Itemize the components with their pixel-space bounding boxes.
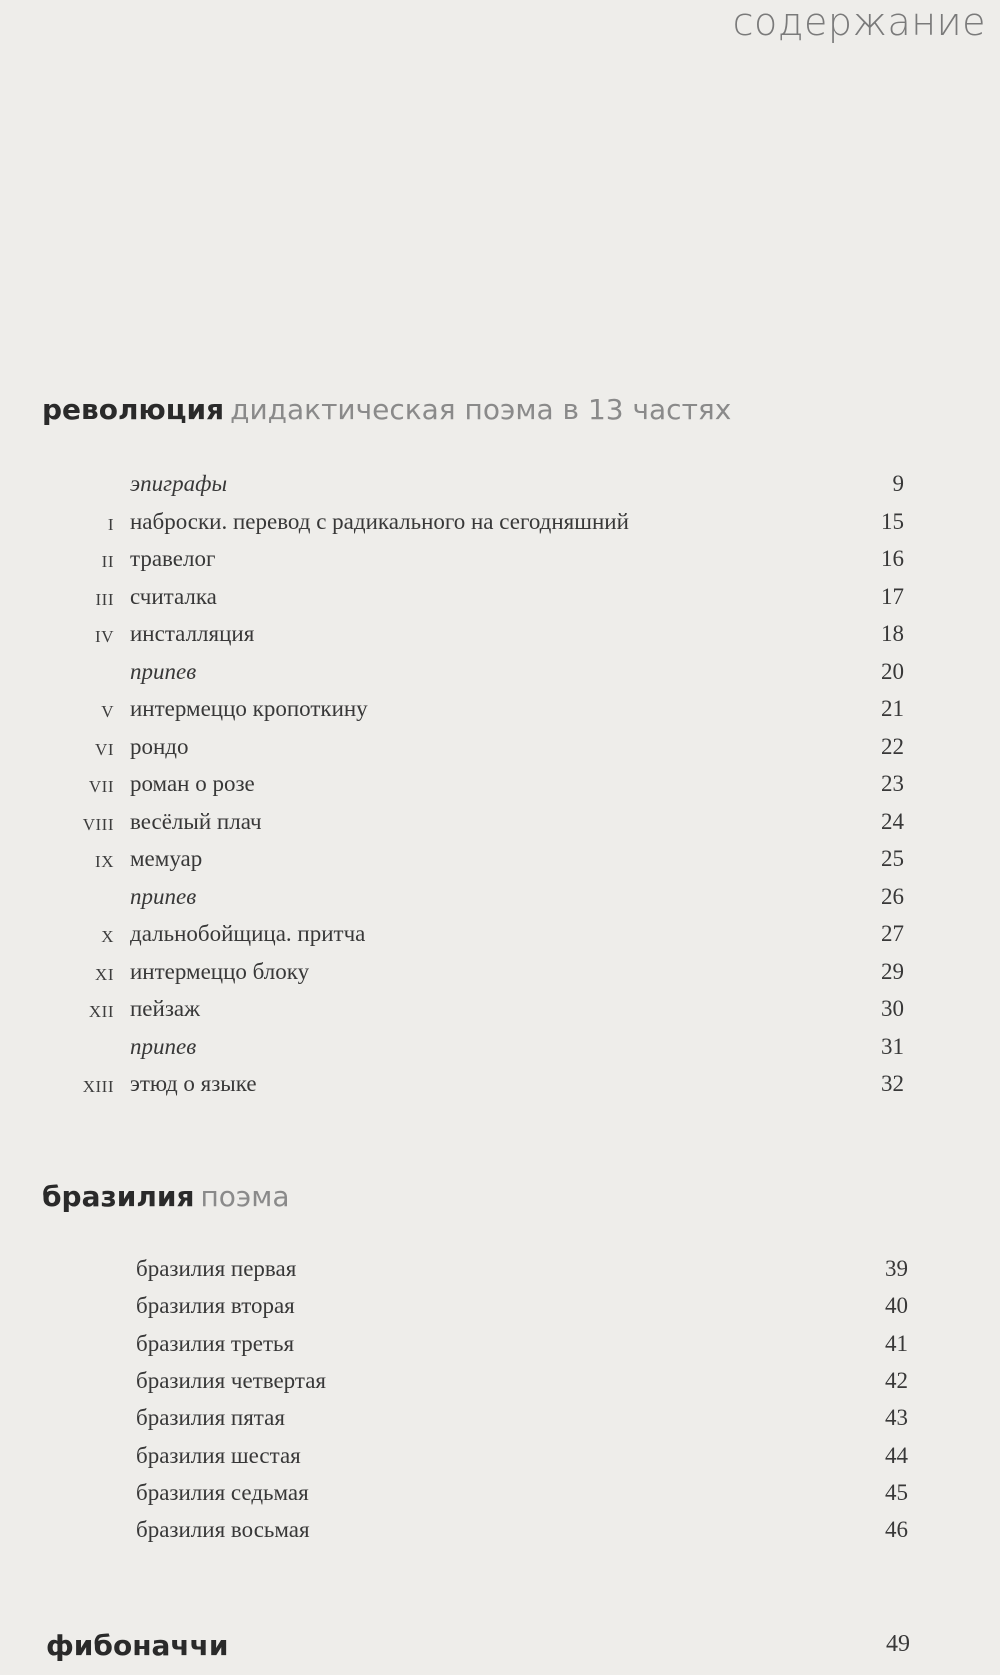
toc-entry[interactable] bbox=[0, 921, 1000, 957]
toc-entry[interactable] bbox=[0, 1480, 1000, 1516]
entry-title: считалка bbox=[130, 583, 217, 609]
entry-page-number: 29 bbox=[881, 958, 904, 984]
entry-roman-numeral: V bbox=[101, 702, 114, 721]
toc-entry-fibonacci[interactable] bbox=[0, 1629, 1000, 1669]
toc-entry[interactable] bbox=[0, 1368, 1000, 1404]
entry-page-number: 27 bbox=[881, 921, 904, 946]
entry-title: пейзаж bbox=[130, 996, 201, 1021]
entry-roman-numeral: XIII bbox=[82, 1077, 114, 1096]
section-title-revolution bbox=[42, 393, 731, 426]
entry-roman-numeral: III bbox=[95, 589, 114, 609]
entry-page-number: 46 bbox=[885, 1517, 908, 1543]
entry-roman-numeral: XII bbox=[88, 1002, 114, 1021]
entry-page-number: 32 bbox=[881, 1071, 904, 1096]
entry-page-number: 45 bbox=[885, 1479, 908, 1505]
toc-entry[interactable] bbox=[0, 1034, 1000, 1070]
entry-title: дальнобойщица. притча bbox=[130, 921, 366, 946]
entry-title: интермеццо кропоткину bbox=[130, 696, 368, 721]
entry-title: этюд о языке bbox=[130, 1071, 257, 1096]
entry-page-number: 49 bbox=[886, 1631, 910, 1657]
entry-title: бразилия вторая bbox=[136, 1293, 295, 1319]
toc-entry[interactable] bbox=[0, 659, 1000, 695]
entry-title: припев bbox=[130, 1033, 197, 1059]
entry-roman-numeral: VIII bbox=[82, 814, 114, 834]
entry-title: бразилия третья bbox=[136, 1330, 295, 1356]
toc-entry[interactable] bbox=[0, 1256, 1000, 1292]
entry-page-number: 42 bbox=[885, 1367, 908, 1393]
entry-page-number: 23 bbox=[881, 771, 904, 796]
entry-roman-numeral: II bbox=[101, 552, 114, 571]
entry-roman-numeral: XI bbox=[95, 964, 114, 984]
entry-page-number: 25 bbox=[881, 846, 904, 871]
entry-page-number: 39 bbox=[885, 1256, 908, 1281]
toc-entry[interactable] bbox=[0, 1443, 1000, 1479]
entry-page-number: 9 bbox=[892, 471, 904, 496]
entry-page-number: 30 bbox=[881, 996, 904, 1021]
toc-entry[interactable] bbox=[0, 846, 1000, 882]
toc-entry[interactable] bbox=[0, 621, 1000, 657]
toc-entry[interactable] bbox=[0, 1405, 1000, 1441]
section-subtitle: дидактическая поэма в 13 частях bbox=[230, 393, 732, 426]
entry-title: бразилия четвертая bbox=[136, 1367, 326, 1393]
entry-roman-numeral: I bbox=[107, 514, 114, 534]
entry-title: припев bbox=[130, 658, 197, 684]
toc-entry[interactable] bbox=[0, 996, 1000, 1032]
entry-page-number: 20 bbox=[881, 658, 904, 684]
entry-title: бразилия пятая bbox=[136, 1405, 285, 1431]
entry-page-number: 24 bbox=[881, 808, 904, 834]
entry-page-number: 41 bbox=[885, 1330, 908, 1356]
entry-title: рондо bbox=[130, 733, 189, 759]
entry-title: эпиграфы bbox=[130, 471, 228, 496]
toc-entry[interactable] bbox=[0, 696, 1000, 732]
toc-entry[interactable] bbox=[0, 546, 1000, 582]
toc-entry[interactable] bbox=[0, 471, 1000, 507]
toc-entry[interactable] bbox=[0, 1071, 1000, 1107]
toc-entry[interactable] bbox=[0, 1331, 1000, 1367]
entry-roman-numeral: VII bbox=[88, 777, 114, 796]
entry-title: весёлый плач bbox=[130, 808, 262, 834]
page-heading: содержание bbox=[732, 0, 986, 44]
entry-page-number: 22 bbox=[881, 733, 904, 759]
entry-page-number: 16 bbox=[881, 546, 904, 571]
section-title-brazil bbox=[42, 1180, 290, 1213]
entry-page-number: 21 bbox=[881, 696, 904, 721]
entry-title: травелог bbox=[130, 546, 216, 571]
entry-title: припев bbox=[130, 883, 197, 909]
entry-page-number: 18 bbox=[881, 621, 904, 646]
entry-page-number: 15 bbox=[881, 508, 904, 534]
entry-title: наброски. перевод с радикального на сегодняшний bbox=[130, 508, 629, 534]
entry-title: бразилия седьмая bbox=[136, 1479, 309, 1505]
toc-entry[interactable] bbox=[0, 809, 1000, 845]
toc-entry[interactable] bbox=[0, 959, 1000, 995]
entry-title: бразилия первая bbox=[136, 1256, 297, 1281]
entry-page-number: 26 bbox=[881, 883, 904, 909]
toc-entry[interactable] bbox=[0, 884, 1000, 920]
toc-entry[interactable] bbox=[0, 771, 1000, 807]
entry-page-number: 40 bbox=[885, 1293, 908, 1319]
section-name: бразилия bbox=[42, 1180, 195, 1213]
toc-entry[interactable] bbox=[0, 734, 1000, 770]
entry-roman-numeral: VI bbox=[95, 739, 114, 759]
entry-roman-numeral: IV bbox=[95, 627, 114, 646]
toc-entry[interactable] bbox=[0, 1517, 1000, 1553]
entry-title: инсталляция bbox=[130, 621, 255, 646]
toc-entry[interactable] bbox=[0, 1293, 1000, 1329]
toc-entry[interactable] bbox=[0, 509, 1000, 545]
entry-title: интермеццо блоку bbox=[130, 958, 310, 984]
entry-title: роман о розе bbox=[130, 771, 255, 796]
entry-title: бразилия восьмая bbox=[136, 1517, 310, 1543]
toc-entry[interactable] bbox=[0, 584, 1000, 620]
entry-page-number: 31 bbox=[881, 1033, 904, 1059]
entry-roman-numeral: X bbox=[101, 927, 114, 946]
entry-page-number: 17 bbox=[881, 583, 904, 609]
entry-page-number: 44 bbox=[885, 1442, 908, 1468]
entry-title: фибоначчи bbox=[46, 1629, 229, 1662]
entry-page-number: 43 bbox=[885, 1405, 908, 1431]
section-name: революция bbox=[42, 393, 225, 426]
entry-roman-numeral: IX bbox=[95, 852, 114, 871]
entry-title: мемуар bbox=[130, 846, 203, 871]
entry-title: бразилия шестая bbox=[136, 1442, 301, 1468]
section-subtitle: поэма bbox=[200, 1180, 290, 1213]
